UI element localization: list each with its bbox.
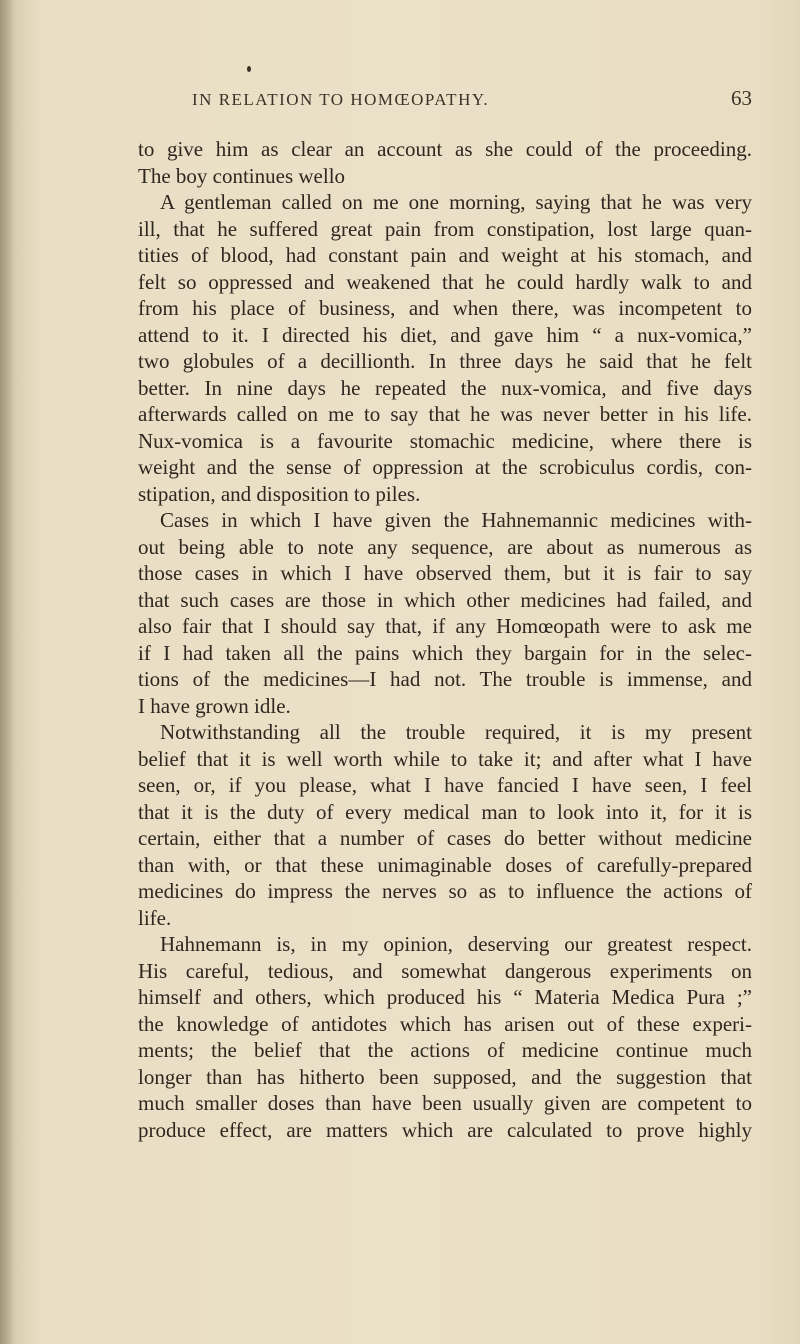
text-line: than with, or that these unimaginable doses of carefully-prepared bbox=[138, 852, 752, 877]
page-header bbox=[192, 86, 752, 116]
text-line: better. In nine days he repeated the nux-vomica, and five days bbox=[138, 375, 752, 400]
text-line: attend to it. I directed his diet, and gave him “ a nux-vomica,” bbox=[138, 322, 752, 347]
text-line: that such cases are those in which other medicines had failed, and bbox=[138, 587, 752, 612]
text-line: His careful, tedious, and somewhat dangerous experiments on bbox=[138, 958, 752, 983]
text-line: from his place of business, and when there, was incompetent to bbox=[138, 296, 752, 320]
text-line: belief that it is well worth while to take it; and after what I have bbox=[138, 746, 752, 771]
text-line: life. bbox=[138, 905, 172, 930]
text-line: longer than has hitherto been supposed, and the suggestion that bbox=[138, 1064, 752, 1089]
text-line: certain, either that a number of cases do better without medicine bbox=[138, 826, 752, 850]
text-line: ill, that he suffered great pain from constipation, lost large quan- bbox=[138, 216, 752, 241]
text-line: weight and the sense of oppression at the scrobiculus cordis, con- bbox=[138, 455, 752, 479]
running-head: IN RELATION TO HOMŒOPATHY. bbox=[192, 90, 490, 109]
text-line: the knowledge of antidotes which has arisen out of these experi- bbox=[138, 1011, 752, 1036]
text-line: those cases in which I have observed them, but it is fair to say bbox=[138, 561, 752, 585]
text-line: himself and others, which produced his “ Materia Medica Pura ;” bbox=[138, 985, 752, 1009]
text-line: if I had taken all the pains which they bargain for in the selec- bbox=[138, 640, 752, 665]
text-line: Cases in which I have given the Hahnemannic medicines with- bbox=[160, 508, 752, 532]
text-line: two globules of a decillionth. In three days he said that he felt bbox=[138, 349, 752, 373]
gutter-shadow bbox=[0, 0, 14, 1344]
text-line: The boy continues wello bbox=[138, 163, 346, 188]
text-line: medicines do impress the nerves so as to influence the actions of bbox=[138, 879, 752, 903]
text-line: tities of blood, had constant pain and weight at his stomach, and bbox=[138, 243, 752, 267]
text-line: to give him as clear an account as she could of the proceeding. bbox=[138, 137, 752, 161]
text-line: stipation, and disposition to piles. bbox=[138, 481, 421, 506]
text-line: out being able to note any sequence, are about as numerous as bbox=[138, 534, 752, 559]
text-line: seen, or, if you please, what I have fancied I have seen, I feel bbox=[138, 773, 752, 797]
text-line: A gentleman called on me one morning, saying that he was very bbox=[160, 190, 752, 214]
text-line: Notwithstanding all the trouble required, it is my present bbox=[160, 720, 752, 744]
text-line: afterwards called on me to say that he was never better in his life. bbox=[138, 402, 752, 426]
text-line: I have grown idle. bbox=[138, 693, 291, 718]
text-line: also fair that I should say that, if any Homœopath were to ask me bbox=[138, 614, 752, 638]
text-line: that it is the duty of every medical man to look into it, for it is bbox=[138, 799, 752, 824]
page-number: 63 bbox=[731, 86, 752, 110]
text-line: Nux-vomica is a favourite stomachic medicine, where there is bbox=[138, 428, 752, 453]
text-line: ments; the belief that the actions of medicine continue much bbox=[138, 1038, 752, 1062]
text-line: produce effect, are matters which are calculated to prove highly bbox=[138, 1117, 752, 1142]
ink-dot bbox=[247, 66, 251, 72]
text-line: much smaller doses than have been usually given are competent to bbox=[138, 1091, 752, 1115]
text-line: Hahnemann is, in my opinion, deserving our greatest respect. bbox=[160, 932, 752, 956]
text-line: felt so oppressed and weakened that he could hardly walk to and bbox=[138, 269, 752, 294]
text-line: tions of the medicines—I had not. The trouble is immense, and bbox=[138, 667, 752, 691]
body-text bbox=[138, 136, 752, 1143]
